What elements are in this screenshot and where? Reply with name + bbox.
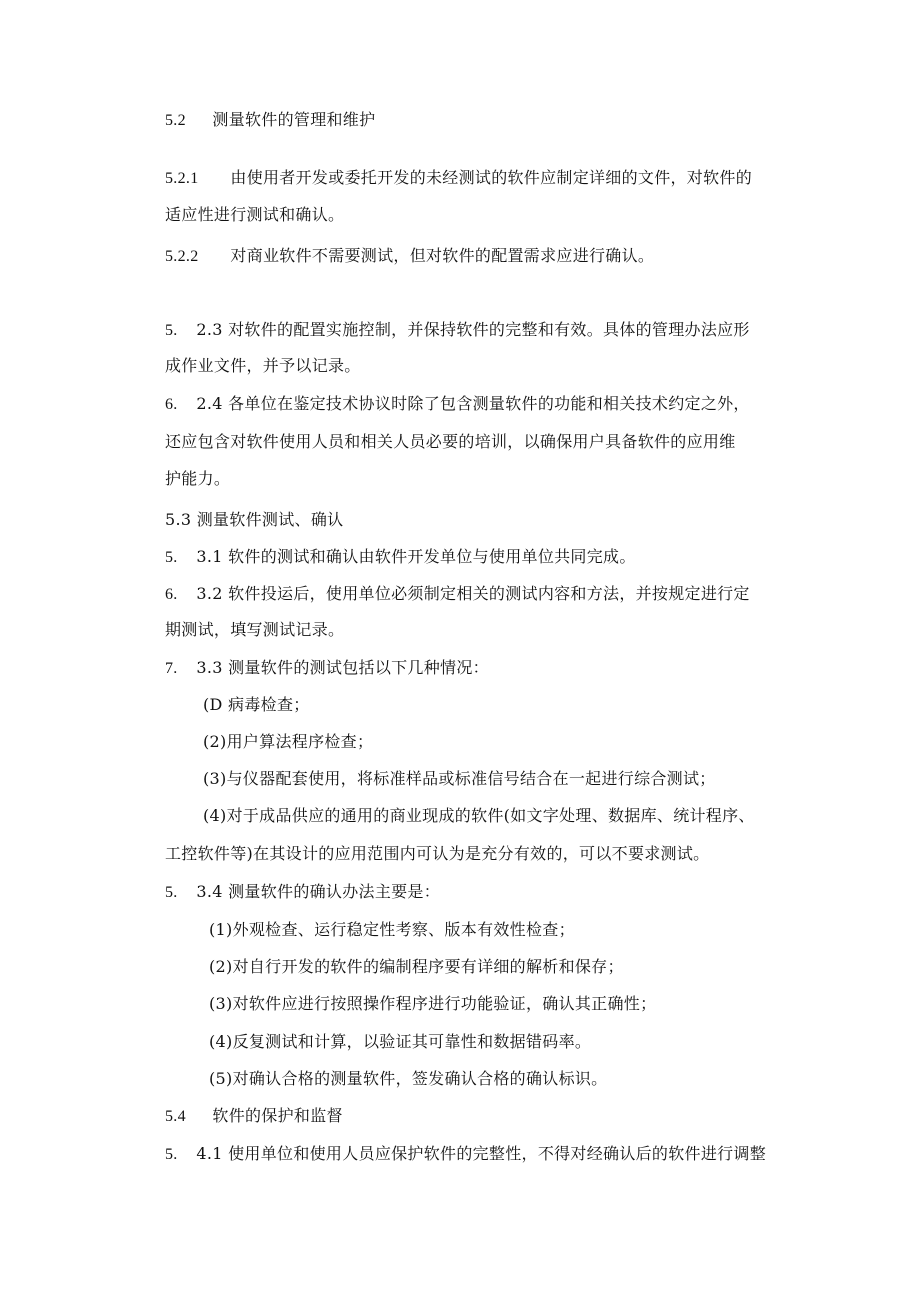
paragraph-text: 3.1 软件的测试和确认由软件开发单位与使用单位共同完成。 xyxy=(196,547,636,566)
list-item-text: 工控软件等)在其设计的应用范围内可认为是充分有效的，可以不要求测试。 xyxy=(165,844,710,863)
list-item-text: (5)对确认合格的测量软件，签发确认合格的确认标识。 xyxy=(209,1069,608,1088)
paragraph-5-2-2 xyxy=(165,246,654,267)
paragraph-text: 由使用者开发或委托开发的未经测试的软件应制定详细的文件，对软件的 xyxy=(230,168,752,187)
list-item-text: (4)反复测试和计算，以验证其可靠性和数据错码率。 xyxy=(209,1032,592,1051)
section-number: 5. xyxy=(165,884,178,901)
section-number: 7. xyxy=(165,660,178,677)
paragraph-continuation xyxy=(165,469,230,489)
section-heading-5-4 xyxy=(165,1106,343,1127)
list-item-text: (3)与仪器配套使用，将标准样品或标准信号结合在一起进行综合测试； xyxy=(203,769,716,788)
list-item-text: (2)对自行开发的软件的编制程序要有详细的解析和保存； xyxy=(209,957,624,976)
paragraph-text: 3.4 测量软件的确认办法主要是： xyxy=(196,882,441,901)
paragraph-continuation xyxy=(165,205,344,225)
paragraph-text: 适应性进行测试和确认。 xyxy=(165,205,345,224)
list-item-text: (1)外观检查、运行稳定性考察、版本有效性检查； xyxy=(209,920,575,939)
section-number: 5.4 xyxy=(165,1108,186,1125)
list-item xyxy=(203,732,373,752)
paragraph-5-2-1 xyxy=(165,168,752,189)
list-item xyxy=(209,1032,591,1052)
section-title: 5.3 测量软件测试、确认 xyxy=(165,510,344,529)
paragraph-5-3-2 xyxy=(165,584,750,605)
paragraph-5-2-3 xyxy=(165,320,750,341)
list-item-text: (D 病毒检查； xyxy=(203,695,310,714)
section-number: 5. xyxy=(165,1146,178,1163)
section-number: 6. xyxy=(165,396,178,413)
section-number: 6. xyxy=(165,586,178,603)
list-item xyxy=(203,806,755,826)
list-item xyxy=(203,695,310,715)
section-number: 5. xyxy=(165,549,178,566)
list-item xyxy=(209,957,624,977)
paragraph-5-3-3 xyxy=(165,658,489,679)
paragraph-continuation xyxy=(165,620,344,640)
paragraph-5-3-4 xyxy=(165,882,440,903)
list-item-text: (2)用户算法程序检查； xyxy=(203,732,374,751)
paragraph-text: 护能力。 xyxy=(165,469,231,488)
list-item-text: (3)对软件应进行按照操作程序进行功能验证，确认其正确性； xyxy=(209,994,657,1013)
section-number: 5.2.2 xyxy=(165,248,199,265)
section-number: 5. xyxy=(165,322,178,339)
paragraph-continuation xyxy=(165,432,736,452)
paragraph-5-3-1 xyxy=(165,547,636,568)
list-item-continuation xyxy=(165,844,709,864)
list-item xyxy=(209,920,575,940)
section-title: 测量软件的管理和维护 xyxy=(212,110,376,129)
section-title: 软件的保护和监督 xyxy=(212,1106,343,1125)
paragraph-text: 成作业文件，并予以记录。 xyxy=(165,356,361,375)
section-number: 5.2 xyxy=(165,112,186,129)
paragraph-5-4-1 xyxy=(165,1144,766,1165)
paragraph-5-2-4 xyxy=(165,394,750,415)
list-item xyxy=(203,769,716,789)
paragraph-text: 期测试，填写测试记录。 xyxy=(165,620,345,639)
paragraph-text: 3.2 软件投运后，使用单位必须制定相关的测试内容和方法，并按规定进行定 xyxy=(196,584,750,603)
section-heading-5-3 xyxy=(165,510,343,530)
paragraph-text: 对商业软件不需要测试，但对软件的配置需求应进行确认。 xyxy=(230,246,655,265)
list-item xyxy=(209,994,656,1014)
paragraph-text: 2.3 对软件的配置实施控制，并保持软件的完整和有效。具体的管理办法应形 xyxy=(196,320,750,339)
paragraph-text: 还应包含对软件使用人员和相关人员必要的培训，以确保用户具备软件的应用维 xyxy=(165,432,736,451)
list-item-text: (4)对于成品供应的通用的商业现成的软件(如文字处理、数据库、统计程序、 xyxy=(203,806,755,825)
paragraph-text: 2.4 各单位在鉴定技术协议时除了包含测量软件的功能和相关技术约定之外， xyxy=(196,394,750,413)
section-number: 5.2.1 xyxy=(165,170,199,187)
list-item xyxy=(209,1069,607,1089)
paragraph-continuation xyxy=(165,356,361,376)
paragraph-text: 3.3 测量软件的测试包括以下几种情况： xyxy=(196,658,489,677)
section-heading-5-2 xyxy=(165,110,375,131)
paragraph-text: 4.1 使用单位和使用人员应保护软件的完整性，不得对经确认后的软件进行调整 xyxy=(196,1144,767,1163)
